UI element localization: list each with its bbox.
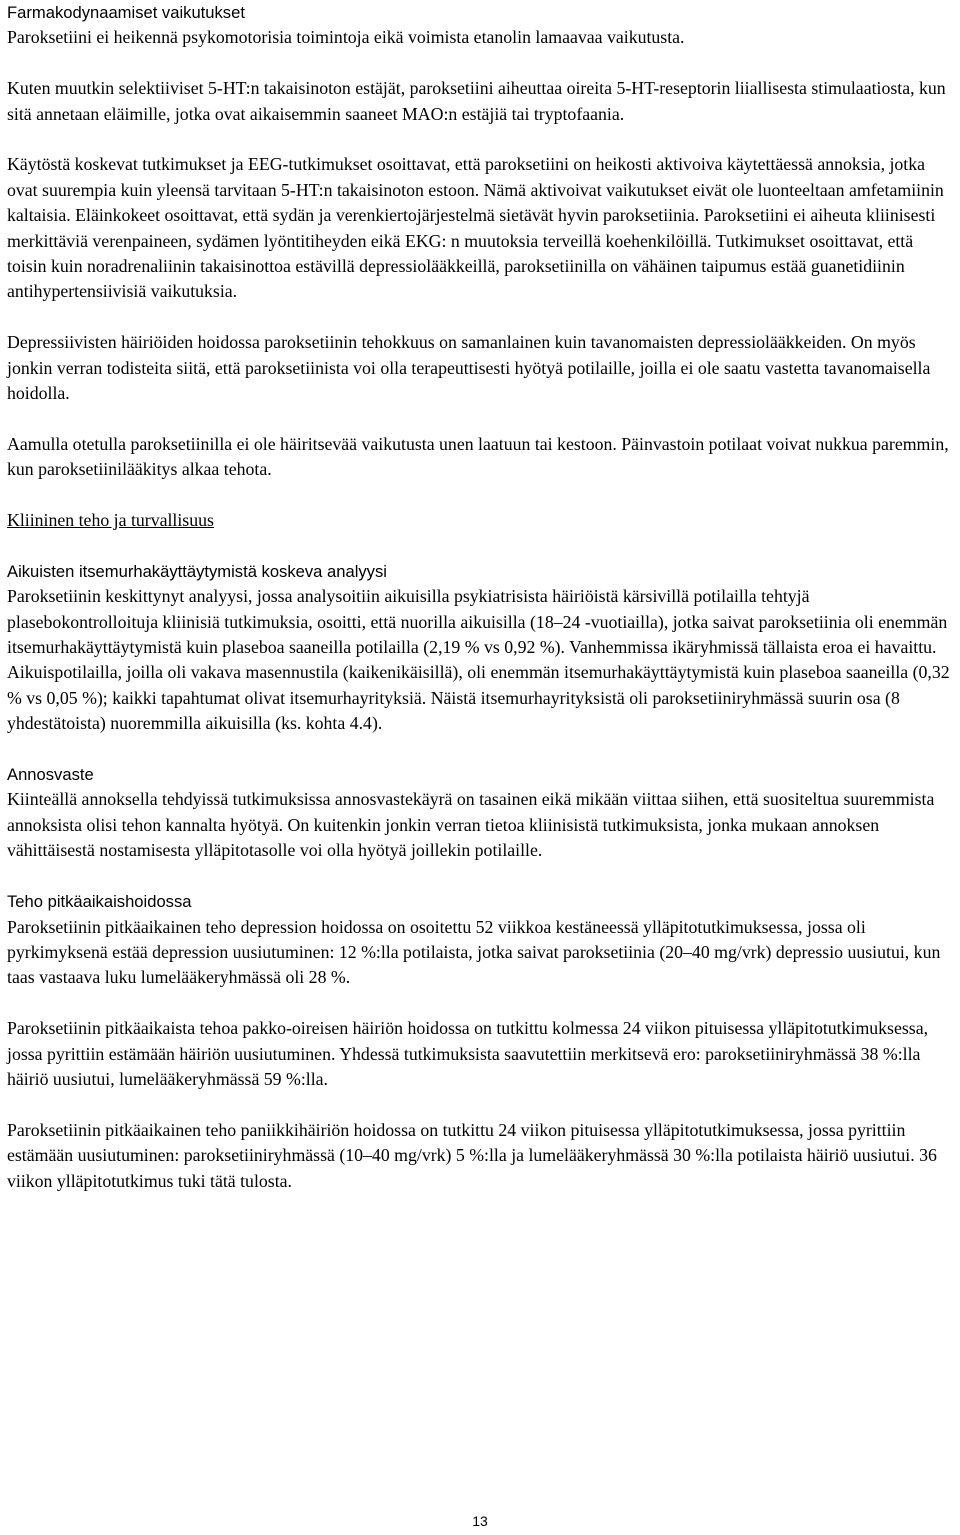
page-number: 13 bbox=[472, 1513, 488, 1529]
section-title-kliininen: Kliininen teho ja turvallisuus bbox=[7, 510, 214, 531]
paragraph-sleep: Aamulla otetulla paroksetiinilla ei ole häiritsevää vaikutusta unen laatuun tai kestoon. Päinvastoin potilaat voivat nukkua paremmin, kun paroksetiinilääkitys alkaa tehota. bbox=[7, 433, 949, 480]
paragraph-pitkaaika-depressio: Paroksetiinin pitkäaikainen teho depression hoidossa on osoitettu 52 viikkoa kestäneessä ylläpitotutkimuksessa, jossa oli pyrkimyksenä estää depression uusiutuminen: 12 %:lla potilaista, jotka saivat paroksetiinia (20–40 mg/vrk) depressio uusiutui, kun taas vastaava luku lumelääkeryhmässä oli 28 %. bbox=[7, 916, 941, 988]
subsection-title-itsemurha: Aikuisten itsemurhakäyttäytymistä koskeva analyysi bbox=[7, 561, 387, 581]
paragraph-itsemurha: Paroksetiinin keskittynyt analyysi, jossa analysoitiin aikuisilla psykiatrisista häiriöistä kärsivillä potilailla tehtyjä plasebokontrolloituja kliinisiä tutkimuksia, osoitti, että nuorilla aikuisilla (18–24 -vuotiailla), jotka saivat paroksetiinia oli enemmän itsemurhakäyttäytymistä kuin plaseboa saaneilla potilailla (2,19 % vs 0,92 %). Vanhemmissa ikäryhmissä tällaista eroa ei havaittu. Aikuispotilailla, joilla oli vakava masennustila (kaikenikäisillä), oli enemmän itsemurhakäyttäytymistä kuin plaseboa saaneilla (0,32 % vs 0,05 %); kaikki tapahtumat olivat itsemurhayrityksiä. Näistä itsemurhayrityksistä oli paroksetiiniryhmässä suurin osa (8 yhdestätoista) nuoremmilla aikuisilla (ks. kohta 4.4). bbox=[7, 586, 950, 734]
subsection-title-pitkaaika: Teho pitkäaikaishoidossa bbox=[7, 892, 192, 912]
paragraph-intro: Paroksetiini ei heikennä psykomotorisia toimintoja eikä voimista etanolin lamaavaa vaikutusta. bbox=[7, 27, 685, 48]
paragraph-pitkaaika-pakko-oire: Paroksetiinin pitkäaikaista tehoa pakko-oireisen häiriön hoidossa on tutkittu kolmessa 24 viikon pituisessa ylläpitotutkimuksessa, jossa pyrittiin estämään häiriön uusiutuminen. Yhdessä tutkimuksista saavutettiin merkitsevä ero: paroksetiiniryhmässä 38 %:lla häiriö uusiutui, lumelääkeryhmässä 59 %:lla. bbox=[7, 1018, 929, 1089]
paragraph-pitkaaika-paniikki: Paroksetiinin pitkäaikainen teho paniikkihäiriön hoidossa on tutkittu 24 viikon pituisessa ylläpitotutkimuksessa, jossa pyrittiin estämään uusiutuminen: paroksetiiniryhmässä (10–40 mg/vrk) 5 %:lla ja lumelääkeryhmässä 30 %:lla potilaista häiriö uusiutui. 36 viikon ylläpitotutkimus tuki tätä tulosta. bbox=[7, 1119, 937, 1191]
paragraph-depression: Depressiivisten häiriöiden hoidossa paroksetiinin tehokkuus on samanlainen kuin tavanomaisten depressiolääkkeiden. On myös jonkin verran todisteita siitä, että paroksetiinista voi olla terapeuttisesti hyötyä potilaille, joilla ei ole saatu vastetta tavanomaisella hoidolla. bbox=[7, 332, 931, 404]
subsection-title-annosvaste: Annosvaste bbox=[7, 765, 94, 785]
section-title-farmakodynaamiset: Farmakodynaamiset vaikutukset bbox=[7, 3, 245, 22]
paragraph-annosvaste: Kiinteällä annoksella tehdyissä tutkimuksissa annosvastekäyrä on tasainen eikä mikään viittaa siihen, että suositeltua suuremmista annoksista olisi tehon kannalta hyötyä. On kuitenkin jonkin verran tietoa kliinisistä tutkimuksista, jonka mukaan annoksen vähittäisestä nostamisesta ylläpitotasolle voi olla hyötyä joillekin potilaille. bbox=[7, 789, 935, 861]
paragraph-mao: Kuten muutkin selektiiviset 5-HT:n takaisinoton estäjät, paroksetiini aiheuttaa oireita 5-HT-reseptorin liiallisesta stimulaatiosta, kun sitä annetaan eläimille, jotka ovat aikaisemmin saaneet MAO:n estäjiä tai tryptofaania. bbox=[7, 78, 946, 124]
paragraph-eeg: Käytöstä koskevat tutkimukset ja EEG-tutkimukset osoittavat, että paroksetiini on heikosti aktivoiva käytettäessä annoksia, jotka ovat suurempia kuin yleensä tarvitaan 5-HT:n takaisinoton estoon. Nämä aktivoivat vaikutukset eivät ole luonteeltaan amfetamiinin kaltaisia. Eläinkokeet osoittavat, että sydän ja verenkiertojärjestelmä sietävät hyvin paroksetiinia. Paroksetiini ei aiheuta kliinisesti merkittäviä verenpaineen, sydämen lyöntitiheyden eikä EKG: n muutoksia terveillä koehenkilöillä. Tutkimukset osoittavat, että toisin kuin noradrenaliinin takaisinottoa estävillä depressiolääkkeillä, paroksetiinilla on vähäinen taipumus estää guanetidiinin antihypertensiivisiä vaikutuksia. bbox=[7, 154, 944, 302]
document-page bbox=[7, 0, 955, 1194]
